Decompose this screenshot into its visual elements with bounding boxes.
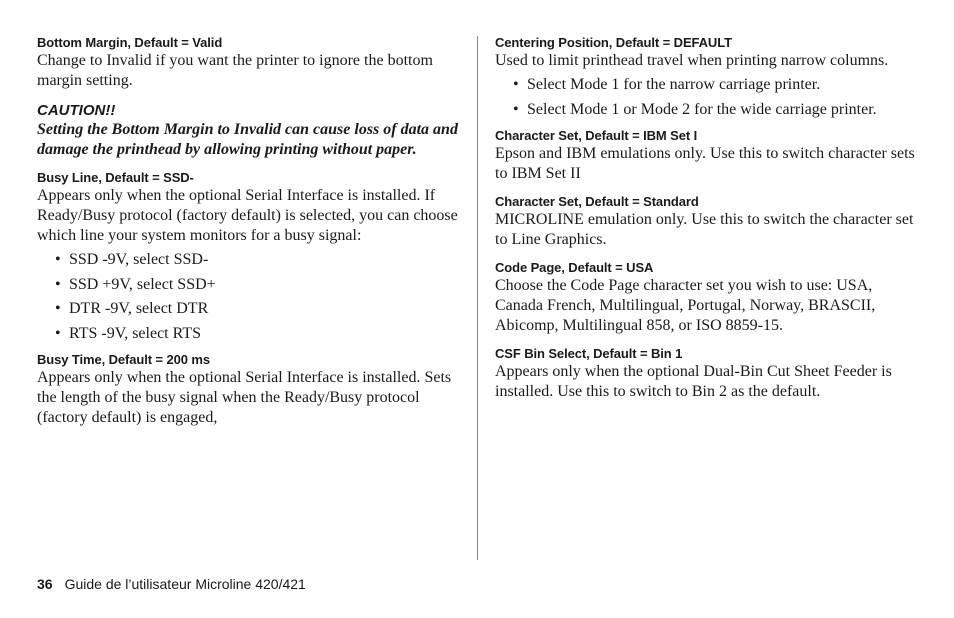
- bullet-icon: •: [55, 324, 61, 342]
- page-footer: [37, 575, 306, 593]
- centering-list: [495, 75, 915, 120]
- code-page-section: [495, 259, 915, 336]
- busy-line-text: Appears only when the optional Serial Interface is installed. If Ready/Busy protocol (factory default) is selected, you can choose which line your system monitors for a busy signal:: [37, 187, 458, 244]
- bullet-icon: •: [513, 100, 519, 118]
- charset-ibm-heading: Character Set, Default = IBM Set I: [495, 127, 698, 143]
- centering-text: Used to limit printhead travel when printing narrow columns.: [495, 52, 889, 69]
- bottom-margin-heading: Bottom Margin, Default = Valid: [37, 35, 223, 50]
- column-divider: [477, 36, 478, 560]
- centering-heading: Centering Position, Default = DEFAULT: [495, 35, 732, 50]
- caution-heading: CAUTION!!: [37, 102, 116, 119]
- charset-standard-section: [495, 193, 915, 250]
- code-page-heading: Code Page, Default = USA: [495, 259, 654, 275]
- list-item-text: Select Mode 1 for the narrow carriage printer.: [527, 76, 821, 93]
- busy-time-heading: Busy Time, Default = 200 ms: [37, 351, 210, 367]
- busy-time-section: [37, 351, 462, 428]
- charset-ibm-section: [495, 127, 915, 184]
- list-item: [495, 100, 915, 120]
- centering-section: [495, 34, 915, 120]
- caution-text: Setting the Bottom Margin to Invalid can cause loss of data and damage the printhead by allowing printing without paper.: [37, 121, 458, 158]
- charset-ibm-text: Epson and IBM emulations only. Use this to switch character sets to IBM Set II: [495, 144, 915, 182]
- list-item-text: SSD +9V, select SSD+: [69, 275, 216, 293]
- list-item-text: SSD -9V, select SSD-: [69, 251, 209, 268]
- page-number: 36: [37, 576, 53, 592]
- busy-line-heading: Busy Line, Default = SSD-: [37, 170, 194, 185]
- charset-standard-text: MICROLINE emulation only. Use this to switch the character set to Line Graphics.: [495, 210, 914, 248]
- charset-standard-heading: Character Set, Default = Standard: [495, 193, 699, 209]
- bullet-icon: •: [55, 300, 61, 317]
- left-column: [37, 34, 462, 437]
- list-item: [37, 324, 462, 344]
- csf-bin-heading: CSF Bin Select, Default = Bin 1: [495, 345, 683, 361]
- list-item-text: RTS -9V, select RTS: [69, 324, 202, 342]
- list-item-text: Select Mode 1 or Mode 2 for the wide carriage printer.: [527, 100, 877, 118]
- busy-line-section: [37, 169, 462, 344]
- busy-line-list: [37, 250, 462, 344]
- bottom-margin-text: Change to Invalid if you want the printer to ignore the bottom margin setting.: [37, 52, 433, 89]
- csf-bin-section: [495, 345, 915, 402]
- caution-section: [37, 100, 462, 160]
- list-item-text: DTR -9V, select DTR: [69, 300, 209, 317]
- list-item: [37, 275, 462, 295]
- busy-time-text: Appears only when the optional Serial Interface is installed. Sets the length of the busy signal when the Ready/Busy protocol (factory default) is engaged,: [37, 368, 452, 426]
- bullet-icon: •: [513, 76, 519, 93]
- bottom-margin-section: [37, 34, 462, 91]
- bullet-icon: •: [55, 275, 61, 293]
- list-item: [37, 250, 462, 270]
- csf-bin-text: Appears only when the optional Dual-Bin Cut Sheet Feeder is installed. Use this to switch to Bin 2 as the default.: [495, 362, 892, 400]
- footer-title: Guide de l’utilisateur Microline 420/421: [64, 576, 306, 592]
- bullet-icon: •: [55, 251, 61, 268]
- list-item: [495, 75, 915, 95]
- right-column: [495, 34, 915, 411]
- code-page-text: Choose the Code Page character set you wish to use: USA, Canada French, Multilingual, Portugal, Norway, BRASCII, Abicomp, Multilingual 858, or ISO 8859-15.: [495, 276, 876, 334]
- list-item: [37, 299, 462, 319]
